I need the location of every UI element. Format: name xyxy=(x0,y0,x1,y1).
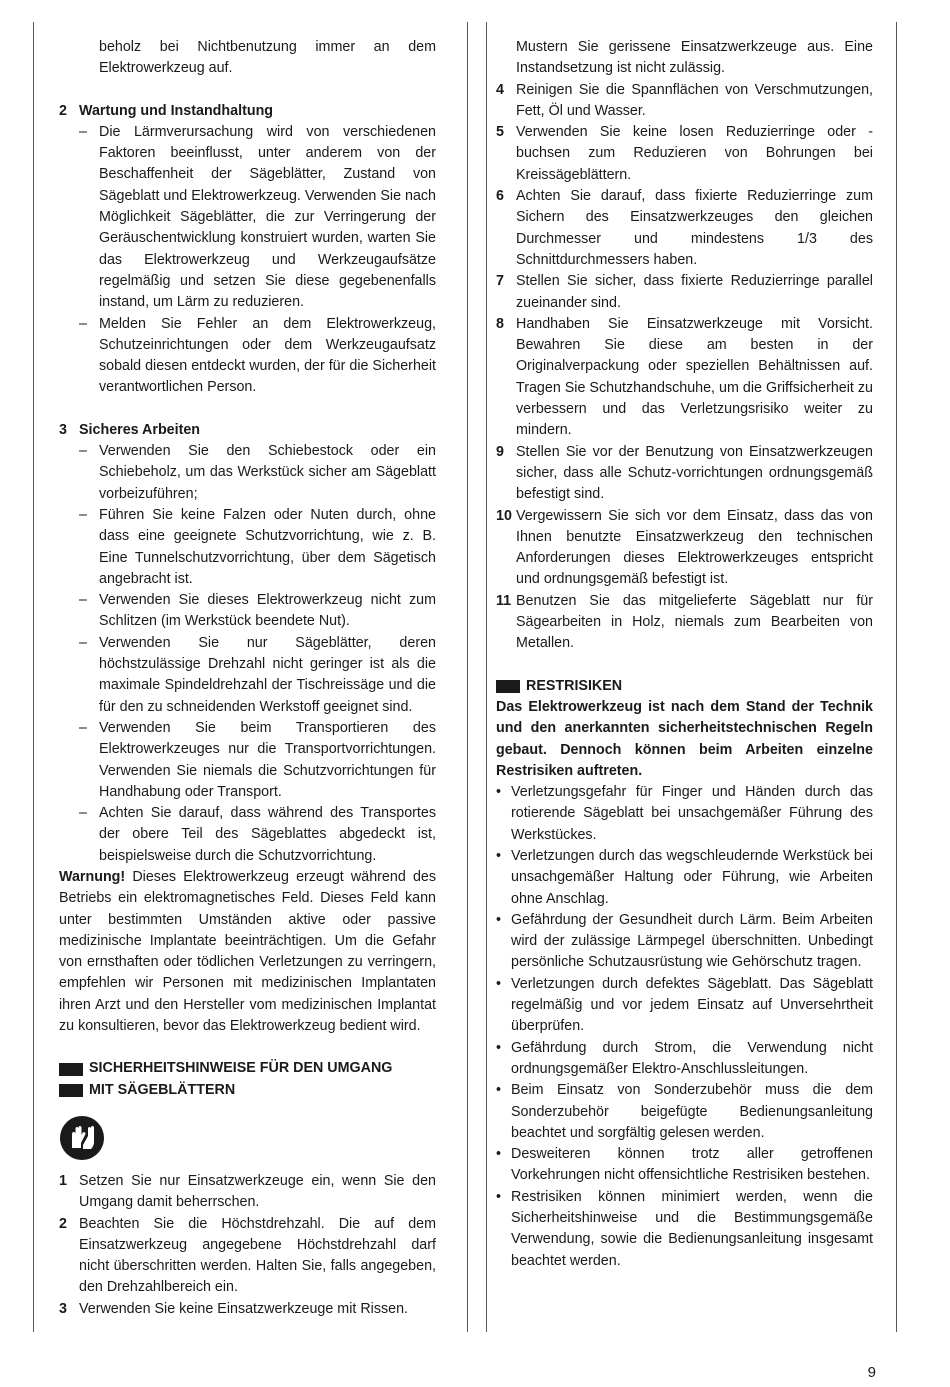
list-item-text: Verwenden Sie den Schiebestock oder ein Schiebeholz, um das Werkstück sicher am Sägeblatt vorbeizuführen; xyxy=(99,443,436,502)
item-number: 1 xyxy=(59,1172,67,1189)
item-number: 8 xyxy=(496,315,504,332)
bullet-list-item xyxy=(496,974,873,1038)
numbered-list-item xyxy=(59,1299,436,1320)
warning-paragraph xyxy=(59,867,436,1037)
list-item-text: Beim Einsatz von Sonderzubehör muss die dem Sonderzubehör beigefügte Bedienungsanleitung beachtet und sorgfältig gelesen werden. xyxy=(511,1082,873,1141)
left-margin-rule xyxy=(33,22,34,1332)
dash-list-item xyxy=(79,505,436,590)
bullet-list-item xyxy=(496,782,873,846)
bullet-list-item xyxy=(496,1038,873,1081)
list-item-text: Handhaben Sie Einsatzwerkzeuge mit Vorsicht. Bewahren Sie diese am besten in der Originalverpackung oder speziellen Behältnissen auf. Tragen Sie Schutzhandschuhe, um die Griffsicherheit zu verbessern und das Verletzungsrisiko weiter zu mindern. xyxy=(516,315,873,439)
dash-list-item xyxy=(79,633,436,718)
list-item-text: Führen Sie keine Falzen oder Nuten durch, ohne dass eine geeignete Schutzvorrichtung, wie z. B. Eine Tunnelschutzvorrichtung, über dem Sägetisch angebracht ist. xyxy=(99,506,436,587)
list-item-text: Desweiteren können trotz aller getroffenen Vorkehrungen nicht offensichtliche Restrisiken bestehen. xyxy=(511,1146,873,1184)
list-item-text: Verwenden Sie dieses Elektrowerkzeug nicht zum Schlitzen (im Werkstück beendete Nut). xyxy=(99,592,436,630)
list-item-text: Restrisiken können minimiert werden, wenn die Sicherheitshinweise und die Bestimmungsgemäße Verwendung, sowie die Bedienungsanleitung insgesamt beachtet werden. xyxy=(511,1188,873,1269)
left-column xyxy=(59,37,436,1320)
center-rule-right xyxy=(486,22,487,1332)
bullet-marker: • xyxy=(496,784,502,801)
dash-list-item xyxy=(79,314,436,399)
dash-marker: – xyxy=(79,719,87,736)
restrisiken-intro: Das Elektrowerkzeug ist nach dem Stand der Technik und den anerkannten sicherheitstechnischen Regeln gebaut. Dennoch können beim Arbeiten einzelne Restrisiken auftreten. xyxy=(496,698,873,779)
section-heading-maintenance xyxy=(59,101,436,122)
page-number: 9 xyxy=(867,1364,876,1381)
numbered-list-item xyxy=(59,1214,436,1299)
item-number: 2 xyxy=(59,1215,67,1232)
bullet-marker: • xyxy=(496,1082,502,1099)
item-number: 7 xyxy=(496,273,504,290)
dash-list-item xyxy=(79,441,436,505)
list-item-text: Reinigen Sie die Spannflächen von Verschmutzungen, Fett, Öl und Wasser. xyxy=(516,81,873,119)
numbered-list-item xyxy=(496,80,873,123)
numbered-list-item xyxy=(496,506,873,591)
numbered-list-item xyxy=(496,314,873,442)
list-item-text: Gefährdung der Gesundheit durch Lärm. Beim Arbeiten wird der zulässige Lärmpegel überschnitten. Unbedingt persönliche Schutzausrüstung wie Gehörschutz tragen. xyxy=(511,911,873,971)
section-title-text: SICHERHEITSHINWEISE FÜR DEN UMGANG xyxy=(89,1060,393,1077)
section-title: Sicheres Arbeiten xyxy=(79,421,201,438)
numbered-list-item xyxy=(59,1171,436,1214)
numbered-list-item xyxy=(496,186,873,271)
heading-marker-box xyxy=(496,680,520,693)
item-number: 11 xyxy=(496,592,512,609)
bullet-list-item xyxy=(496,1187,873,1272)
numbered-list-item xyxy=(496,271,873,314)
numbered-list-item xyxy=(496,122,873,186)
list-item-text: Beachten Sie die Höchstdrehzahl. Die auf dem Einsatzwerkzeug angegebene Höchstdrehzahl darf nicht überschritten werden. Halten Sie, falls angegeben, den Drehzahlbereich ein. xyxy=(79,1215,436,1296)
item-number: 10 xyxy=(496,507,512,524)
continued-text: Mustern Sie gerissene Einsatzwerkzeuge aus. Eine Instandsetzung ist nicht zulässig. xyxy=(516,39,873,77)
gloves-icon xyxy=(59,1115,105,1161)
item-number: 9 xyxy=(496,443,504,460)
item-number: 4 xyxy=(496,81,504,98)
list-item-text: Verletzungsgefahr für Finger und Händen durch das rotierende Sägeblatt bei unsachgemäßer Führung des Werkstückes. xyxy=(511,784,873,843)
dash-marker: – xyxy=(79,506,87,523)
bullet-marker: • xyxy=(496,975,502,992)
intro-text: beholz bei Nichtbenutzung immer an dem Elektrowerkzeug auf. xyxy=(99,39,436,77)
list-item-text: Verletzungen durch defektes Sägeblatt. Das Sägeblatt regelmäßig und vor jedem Einsatz auf Unversehrtheit überprüfen. xyxy=(511,975,873,1035)
bullet-marker: • xyxy=(496,1039,502,1056)
list-item-text: Gefährdung durch Strom, die Verwendung nicht ordnungsgemäßer Elektro-Anschlussleitungen. xyxy=(511,1039,873,1077)
list-item-text: Verwenden Sie keine Einsatzwerkzeuge mit Rissen. xyxy=(79,1300,408,1317)
blade-section-title-line-1 xyxy=(59,1058,436,1079)
list-item-text: Setzen Sie nur Einsatzwerkzeuge ein, wenn Sie den Umgang damit beherrschen. xyxy=(79,1172,436,1211)
item-number: 5 xyxy=(496,124,504,141)
dash-list-item xyxy=(79,803,436,867)
list-item-text: Verwenden Sie nur Sägeblätter, deren höchstzulässige Drehzahl nicht geringer ist als die maximale Spindeldrehzahl der Tischreissäge und die für den zu schneidenden Werkstoff geeignet sind. xyxy=(99,634,436,715)
blade-section-title-line-2 xyxy=(59,1080,436,1101)
section-title: Wartung und Instandhaltung xyxy=(79,102,274,119)
warning-text: Dieses Elektrowerkzeug erzeugt während des Betriebs ein elektromagnetisches Feld. Dieses Feld kann unter bestimmten Umständen aktive oder passive medizinische Implantate beeinträchtigen. Um die Gefahr von ernsthaften oder tödlichen Verletzungen zu verringern, empfehlen wir Personen mit medizinischen Implantaten ihren Arzt und den Hersteller vom medizinischen Implantat zu konsultieren, bevor das Elektrowerkzeug bedient wird. xyxy=(59,868,436,1035)
bullet-list-item xyxy=(496,910,873,974)
dash-marker: – xyxy=(79,315,87,332)
bullet-list-item xyxy=(496,846,873,910)
right-margin-rule xyxy=(896,22,897,1332)
list-item-text: Verwenden Sie keine losen Reduzierringe oder -buchsen zum Reduzieren von Bohrungen bei Kreissägeblättern. xyxy=(516,124,873,183)
numbered-list-item xyxy=(496,591,873,655)
section-number: 3 xyxy=(59,421,67,438)
bullet-list-item xyxy=(496,1080,873,1144)
section-heading-safe-work xyxy=(59,420,436,441)
warning-label: Warnung! xyxy=(59,868,126,885)
dash-marker: – xyxy=(79,805,87,822)
list-item-text: Die Lärmverursachung wird von verschiedenen Faktoren beeinflusst, unter anderem von der Beschaffenheit der Sägeblätter, Zustand von Sägeblatt und Elektrowerkzeug. Verwenden Sie nach Möglichkeit Sägeblätter, die zur Verringerung der Geräuschentwicklung konstruiert wurden, warten Sie das Elektrowerkzeug und Werkzeugaufsätze regelmäßig und setzen Sie diese gegebenenfalls instand, um Lärm zu reduzieren. xyxy=(99,123,436,311)
section-title-text: MIT SÄGEBLÄTTERN xyxy=(89,1081,236,1098)
dash-list-item xyxy=(79,718,436,803)
dash-marker: – xyxy=(79,634,87,651)
dash-list-item xyxy=(79,122,436,314)
section-title-text: RESTRISIKEN xyxy=(526,677,623,694)
list-item-text: Stellen Sie sicher, dass fixierte Reduzierringe parallel zueinander sind. xyxy=(516,273,873,311)
list-item-text: Stellen Sie vor der Benutzung von Einsatzwerkzeugen sicher, dass alle Schutz-vorrichtungen ordnungsgemäß befestigt sind. xyxy=(516,443,873,503)
list-item-text: Vergewissern Sie sich vor dem Einsatz, dass das von Ihnen benutzte Einsatzwerkzeug den technischen Anforderungen dieses Elektrowerkzeuges entspricht und ordnungsgemäß befestigt ist. xyxy=(516,507,873,588)
list-item-text: Verletzungen durch das wegschleudernde Werkstück bei unsachgemäßer Haltung oder Führung, wie Arbeiten ohne Anschlag. xyxy=(511,847,873,907)
dash-marker: – xyxy=(79,592,87,609)
dash-marker: – xyxy=(79,443,87,460)
dash-marker: – xyxy=(79,123,87,140)
bullet-list-item xyxy=(496,1144,873,1187)
numbered-list-item xyxy=(496,442,873,506)
restrisiken-title xyxy=(496,676,873,697)
heading-marker-box xyxy=(59,1063,83,1076)
item-number: 6 xyxy=(496,188,504,205)
section-number: 2 xyxy=(59,102,67,119)
list-item-text: Verwenden Sie beim Transportieren des Elektrowerkzeuges nur die Transportvorrichtungen. Verwenden Sie niemals die Schutzvorrichtungen für Handhabung oder Transport. xyxy=(99,719,436,800)
right-column xyxy=(496,37,873,1272)
heading-marker-box xyxy=(59,1084,83,1097)
center-rule-left xyxy=(467,22,468,1332)
list-item-text: Achten Sie darauf, dass während des Transportes der obere Teil des Sägeblattes abgedeckt ist, beispielsweise durch die Schutzvorrichtung. xyxy=(99,805,436,864)
list-item-text: Benutzen Sie das mitgelieferte Sägeblatt nur für Sägearbeiten in Holz, niemals zum Bearbeiten von Metallen. xyxy=(516,592,873,652)
bullet-marker: • xyxy=(496,1146,502,1163)
item-number: 3 xyxy=(59,1300,67,1317)
dash-list-item xyxy=(79,590,436,633)
bullet-marker: • xyxy=(496,1188,502,1205)
list-item-text: Melden Sie Fehler an dem Elektrowerkzeug, Schutzeinrichtungen oder dem Werkzeugaufsatz sobald diesen entdeckt wurden, der für die Sicherheit verantwortlichen Person. xyxy=(99,315,436,396)
bullet-marker: • xyxy=(496,847,502,864)
bullet-marker: • xyxy=(496,911,502,928)
list-item-text: Achten Sie darauf, dass fixierte Reduzierringe zum Sichern des Einsatzwerkzeuges den gleichen Durchmesser und mindestens 1/3 des Schnittdurchmessers haben. xyxy=(516,188,873,268)
